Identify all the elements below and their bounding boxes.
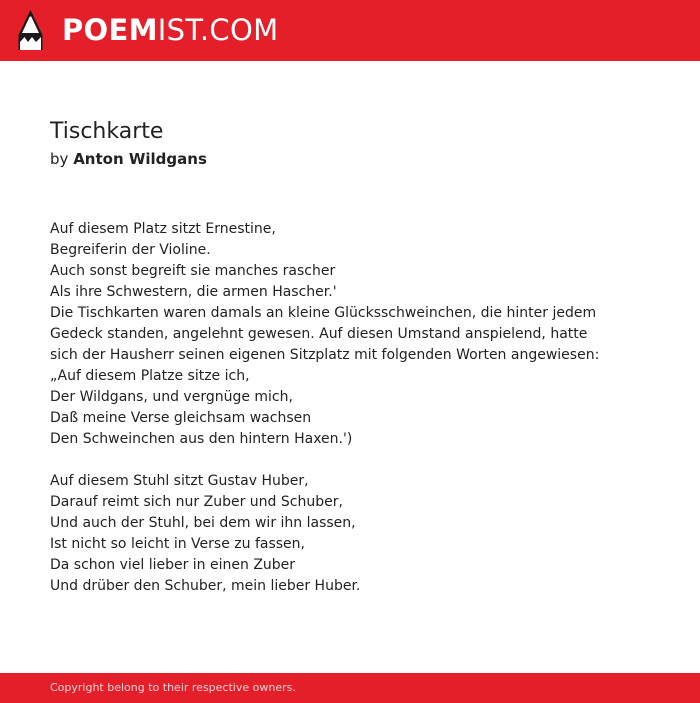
stanza-2: [50, 471, 650, 597]
copyright-text: Copyright belong to their respective owners.: [50, 681, 296, 694]
site-logo-link[interactable]: [62, 13, 278, 47]
stanza-1: [50, 219, 650, 450]
poem-line: „Auf diesem Platze sitze ich,: [50, 368, 250, 384]
brand-light-text: IST.COM: [157, 13, 279, 47]
poem-line: Da schon viel lieber in einen Zuber: [50, 557, 296, 573]
poem-line: Als ihre Schwestern, die armen Hascher.': [50, 284, 337, 300]
poem-line: Die Tischkarten waren damals an kleine Glücksschweinchen, die hinter jedem: [50, 305, 597, 321]
poem-line: Auch sonst begreift sie manches rascher: [50, 263, 336, 279]
poem-line: Der Wildgans, und vergnüge mich,: [50, 389, 293, 405]
poem-line: Auf diesem Platz sitzt Ernestine,: [50, 221, 276, 237]
poem-line: Darauf reimt sich nur Zuber und Schuber,: [50, 494, 343, 510]
poem-byline: [50, 148, 207, 170]
pencil-tip-icon[interactable]: [17, 9, 44, 52]
author-name: Anton Wildgans: [73, 150, 207, 168]
poem-line: Begreiferin der Violine.: [50, 242, 211, 258]
poem-line: Daß meine Verse gleichsam wachsen: [50, 410, 312, 426]
poem-line: Ist nicht so leicht in Verse zu fassen,: [50, 536, 305, 552]
site-footer: [0, 673, 700, 703]
byline-prefix: by: [50, 150, 69, 168]
poem-line: Und auch der Stuhl, bei dem wir ihn lassen,: [50, 515, 356, 531]
poem-title: Tischkarte: [50, 119, 164, 144]
brand-bold-text: POEM: [62, 13, 158, 47]
poem-line: Gedeck standen, angelehnt gewesen. Auf diesen Umstand anspielend, hatte: [50, 326, 588, 342]
poem-body: [50, 219, 650, 618]
poem-line: Auf diesem Stuhl sitzt Gustav Huber,: [50, 473, 309, 489]
poem-line: sich der Hausherr seinen eigenen Sitzplatz mit folgenden Worten angewiesen:: [50, 347, 600, 363]
site-header: [0, 0, 700, 61]
poem-line: Und drüber den Schuber, mein lieber Huber.: [50, 578, 361, 594]
poem-line: Den Schweinchen aus den hintern Haxen.'): [50, 431, 353, 447]
